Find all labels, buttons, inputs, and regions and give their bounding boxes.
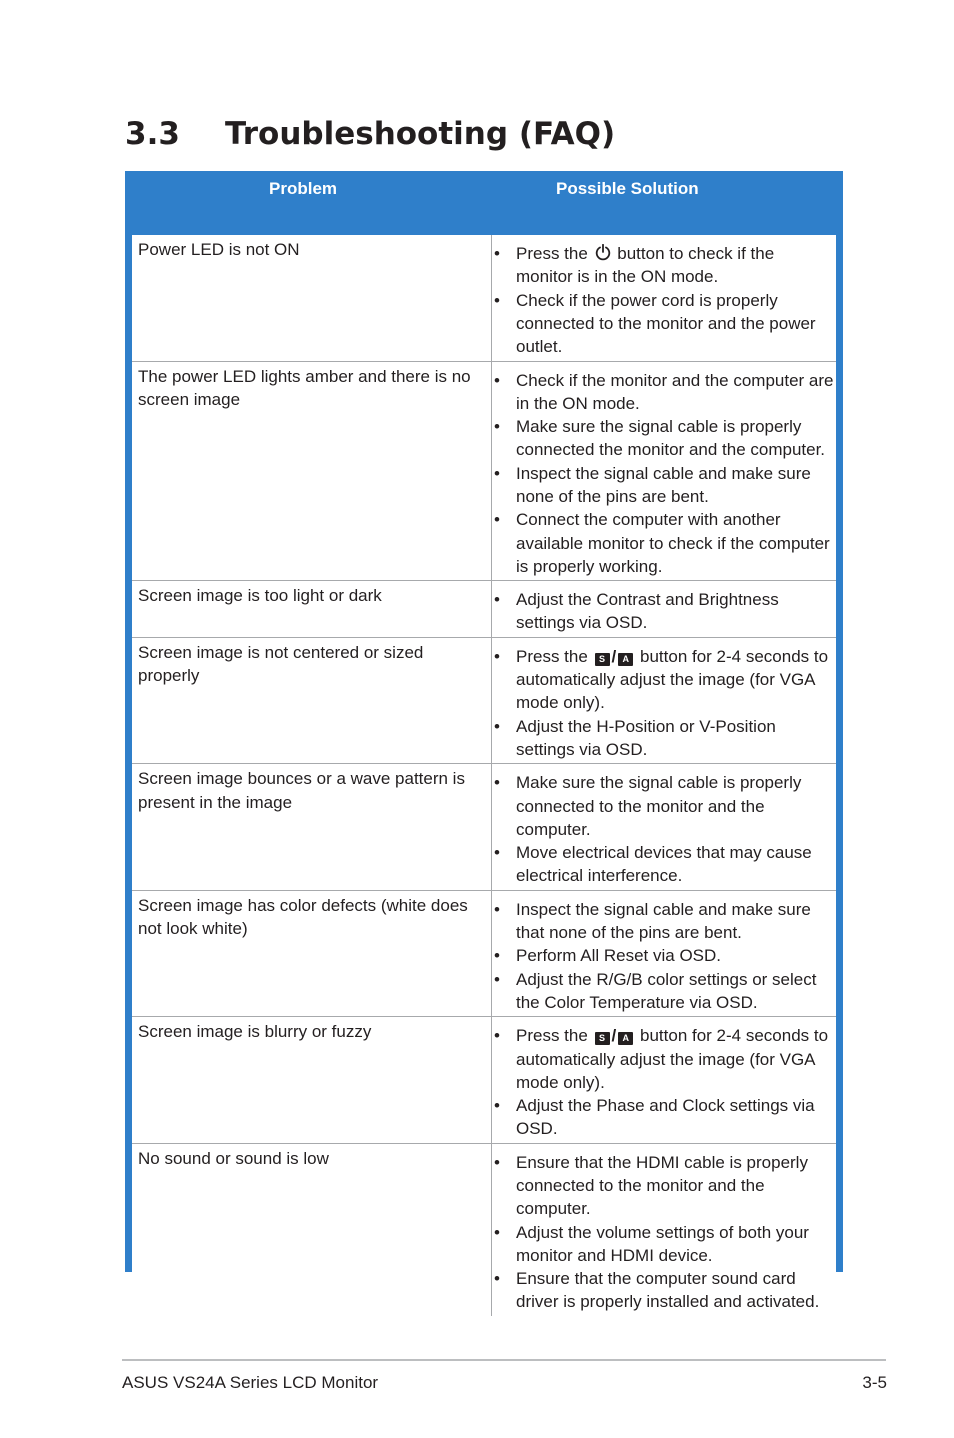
problem-cell: Screen image is too light or dark	[132, 581, 492, 638]
solution-text: Connect the computer with another available monitor to check if the computer is properly working.	[516, 510, 830, 576]
solution-item	[494, 508, 834, 578]
faq-table-frame	[125, 171, 843, 1312]
solution-item	[494, 841, 834, 888]
solution-text: Make sure the signal cable is properly connected the monitor and the computer.	[516, 417, 826, 460]
solution-text: Adjust the H-Position or V-Position settings via OSD.	[516, 716, 776, 759]
solution-list	[494, 235, 834, 358]
solution-text: Inspect the signal cable and make sure none of the pins are bent.	[516, 463, 811, 506]
bullet-icon: •	[494, 1026, 500, 1046]
solution-item	[494, 898, 834, 945]
solution-text: Adjust the R/G/B color settings or select the Color Temperature via OSD.	[516, 969, 817, 1012]
section-heading: Troubleshooting (FAQ)	[225, 116, 616, 152]
solution-text: Inspect the signal cable and make sure that none of the pins are bent.	[516, 899, 811, 943]
solution-item	[494, 1221, 834, 1268]
solution-item	[494, 645, 834, 715]
solution-list	[494, 638, 834, 761]
s-key-icon: S	[595, 653, 610, 666]
faq-row	[132, 235, 836, 361]
solution-list	[494, 1017, 834, 1140]
problem-cell: Screen image is blurry or fuzzy	[132, 1017, 492, 1143]
solution-text: Adjust the volume settings of both your monitor and HDMI device.	[516, 1222, 809, 1265]
problem-cell: Screen image bounces or a wave pattern is present in the image	[132, 764, 492, 890]
faq-row	[132, 581, 836, 638]
footer-divider	[122, 1359, 886, 1361]
bullet-icon: •	[494, 646, 500, 666]
solution-cell	[492, 235, 837, 361]
s-key-icon: S	[595, 1032, 610, 1045]
solution-list	[494, 764, 834, 887]
solution-list	[494, 891, 834, 1014]
bullet-icon: •	[494, 1096, 500, 1116]
solution-cell	[492, 1143, 837, 1316]
faq-row	[132, 637, 836, 763]
slash-glyph: /	[611, 1026, 617, 1046]
header-possible-solution: Possible Solution	[556, 179, 699, 198]
footer-product-name: ASUS VS24A Series LCD Monitor	[122, 1373, 379, 1392]
solution-item	[494, 1094, 834, 1141]
solution-item	[494, 588, 834, 635]
solution-item	[494, 289, 834, 359]
bullet-icon: •	[494, 969, 500, 989]
faq-row	[132, 1017, 836, 1143]
bullet-icon: •	[494, 463, 500, 483]
bullet-icon: •	[494, 716, 500, 736]
solution-text: Check if the power cord is properly connected to the monitor and the power outlet.	[516, 290, 816, 357]
a-key-icon: A	[618, 653, 633, 666]
solution-text: Adjust the Phase and Clock settings via OSD.	[516, 1096, 815, 1139]
solution-text: Check if the monitor and the computer are in the ON mode.	[516, 370, 834, 413]
problem-cell: No sound or sound is low	[132, 1143, 492, 1316]
power-icon	[595, 244, 611, 261]
solution-text: Press the button to check if the monitor is in the ON mode.	[516, 244, 775, 287]
solution-item	[494, 1024, 834, 1094]
bullet-icon: •	[494, 290, 500, 310]
bullet-icon: •	[494, 773, 500, 793]
solution-item	[494, 771, 834, 841]
solution-list	[494, 581, 834, 635]
bullet-icon: •	[494, 1152, 500, 1172]
bullet-icon: •	[494, 370, 500, 390]
solution-item	[494, 715, 834, 762]
faq-row	[132, 1143, 836, 1316]
faq-row	[132, 764, 836, 890]
solution-cell	[492, 637, 837, 763]
solution-text: Press the S / A button for 2-4 seconds to automatically adjust the image (for VGA mode only).	[516, 646, 829, 713]
solution-text: Move electrical devices that may cause electrical interference.	[516, 843, 812, 886]
solution-cell	[492, 1017, 837, 1143]
bullet-icon: •	[494, 244, 500, 263]
solution-item	[494, 462, 834, 509]
a-key-icon: A	[618, 1032, 633, 1045]
bullet-icon: •	[494, 1222, 500, 1242]
solution-cell	[492, 581, 837, 638]
solution-item	[494, 369, 834, 416]
faq-table	[132, 235, 836, 1316]
solution-cell	[492, 764, 837, 890]
solution-text: Ensure that the HDMI cable is properly connected to the monitor and the computer.	[516, 1152, 808, 1219]
header-problem: Problem	[269, 179, 338, 198]
solution-text: Press the S / A button for 2-4 seconds to automatically adjust the image (for VGA mode only).	[516, 1026, 829, 1092]
solution-cell	[492, 890, 837, 1016]
solution-item	[494, 944, 834, 967]
solution-text: Ensure that the computer sound card driver is properly installed and activated.	[516, 1269, 820, 1312]
solution-cell	[492, 361, 837, 581]
solution-item	[494, 1267, 834, 1314]
solution-list	[494, 1144, 834, 1314]
solution-list	[494, 362, 834, 579]
solution-text: Adjust the Contrast and Brightness settings via OSD.	[516, 590, 779, 633]
bullet-icon: •	[494, 899, 500, 919]
section-title	[125, 112, 615, 156]
faq-row	[132, 361, 836, 581]
problem-cell: Screen image is not centered or sized properly	[132, 637, 492, 763]
faq-table-body	[132, 235, 836, 1316]
solution-item	[494, 968, 834, 1015]
footer-page-number: 3-5	[862, 1373, 887, 1392]
solution-item	[494, 242, 834, 289]
solution-text: Make sure the signal cable is properly connected to the monitor and the computer.	[516, 773, 802, 839]
faq-row	[132, 890, 836, 1016]
bullet-icon: •	[494, 590, 500, 610]
bullet-icon: •	[494, 843, 500, 863]
bullet-icon: •	[494, 417, 500, 437]
solution-item	[494, 1151, 834, 1221]
bullet-icon: •	[494, 946, 500, 966]
slash-glyph: /	[611, 646, 617, 666]
bullet-icon: •	[494, 1269, 500, 1289]
solution-item	[494, 415, 834, 462]
problem-cell: The power LED lights amber and there is no screen image	[132, 361, 492, 581]
solution-text: Perform All Reset via OSD.	[516, 946, 722, 966]
problem-cell: Power LED is not ON	[132, 235, 492, 361]
section-number: 3.3	[125, 116, 180, 152]
problem-cell: Screen image has color defects (white does not look white)	[132, 890, 492, 1016]
bullet-icon: •	[494, 510, 500, 530]
